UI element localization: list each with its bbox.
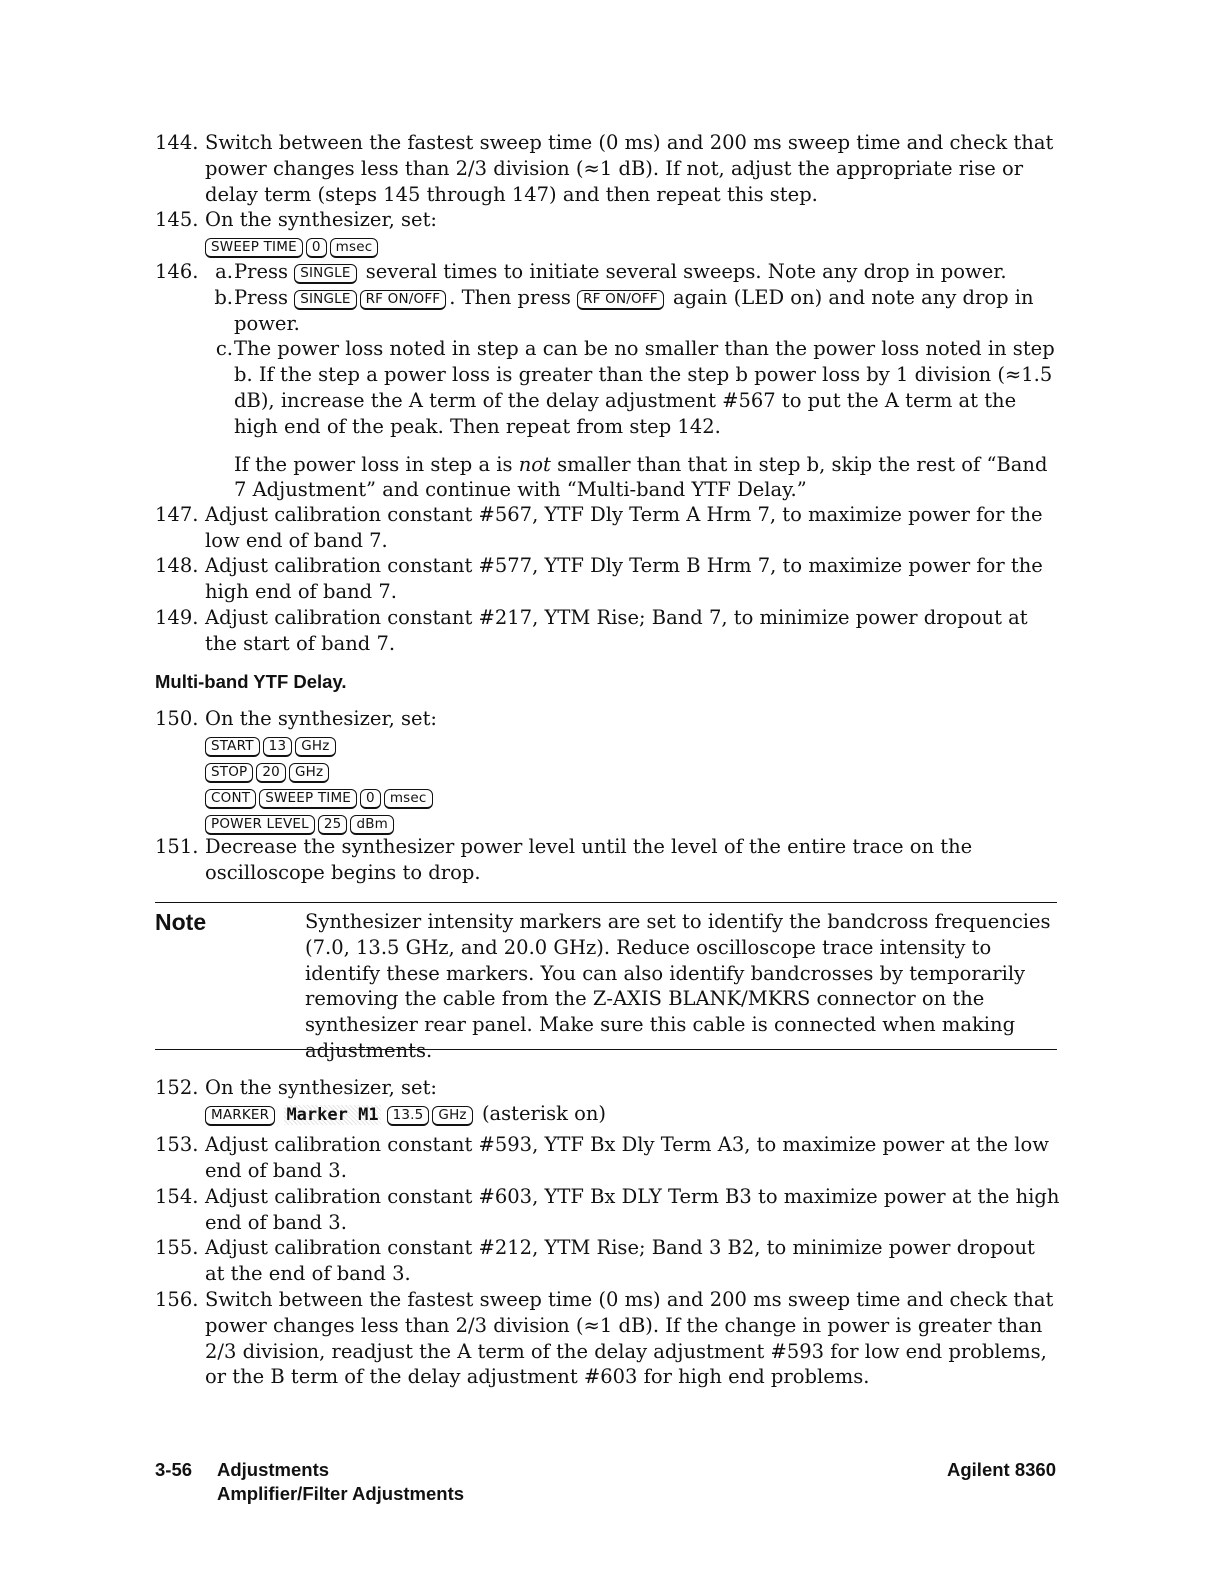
digits-key: 20 (256, 763, 286, 783)
step-text: (asterisk on) (481, 1101, 607, 1125)
step-text: On the synthesizer, set: (205, 208, 437, 231)
note-top-rule (155, 902, 1057, 903)
ghz-key: GHz (289, 763, 329, 783)
sweep-time-key: SWEEP TIME (205, 238, 303, 258)
stop-key: STOP (205, 763, 253, 783)
key-sequence (205, 758, 1060, 784)
ghz-key: GHz (295, 737, 335, 757)
substep-c (205, 336, 1060, 439)
substep-a (205, 259, 1060, 285)
msec-key: msec (330, 238, 379, 258)
note-bottom-rule (155, 1049, 1057, 1050)
substep-b (205, 285, 1060, 337)
step-148 (155, 553, 1060, 605)
marker-key: MARKER (205, 1106, 275, 1126)
power-level-key: POWER LEVEL (205, 815, 315, 835)
step-text: Adjust calibration constant #217, YTM Rise; Band 7, to minimize power dropout at the start of band 7. (205, 606, 1028, 655)
step-number: 145. (155, 208, 199, 231)
substep-text: again (LED on) and note any drop in power. (234, 285, 1034, 335)
footer-section: Adjustments (217, 1459, 330, 1480)
step-number: 147. (155, 503, 199, 526)
step-146 (155, 259, 1060, 503)
step-text: On the synthesizer, set: (205, 1076, 437, 1099)
step-153 (155, 1132, 1060, 1184)
step-text: Switch between the fastest sweep time (0 ms) and 200 ms sweep time and check that power changes less than 2/3 division (≈1 dB). If the change in power is greater than 2/3 division, readjust the A term of the delay adjustment #593 for low end problems, or the B term of the delay adjustment #603 for high end problems. (205, 1288, 1054, 1389)
start-key: START (205, 737, 260, 757)
step-number: 153. (155, 1133, 199, 1156)
substep-label: b. (214, 285, 233, 309)
step-151 (155, 834, 1060, 886)
step-155 (155, 1235, 1060, 1287)
footer-product: Agilent 8360 (947, 1459, 1056, 1480)
sweep-time-key: SWEEP TIME (259, 789, 357, 809)
step-147 (155, 502, 1060, 554)
key-sequence (205, 732, 1060, 758)
step-number: 148. (155, 554, 199, 577)
substep-label: c. (215, 337, 233, 361)
substep-text: several times to initiate several sweeps. Note any drop in power. (365, 260, 1007, 283)
emphasis-text: not (518, 452, 551, 476)
rf-on-off-key: RF ON/OFF (360, 290, 447, 310)
step-text: Adjust calibration constant #593, YTF Bx Dly Term A3, to maximize power at the low end of band 3. (205, 1133, 1049, 1182)
key-sequence (205, 810, 1060, 836)
paragraph-text: smaller than that in step b, skip the rest of “Band 7 Adjustment” and continue with “Multi-band YTF Delay.” (234, 452, 1048, 502)
paragraph-text: If the power loss in step a is (234, 452, 513, 476)
substep-paragraph (205, 452, 1060, 504)
rf-on-off-key: RF ON/OFF (577, 290, 664, 310)
step-number: 151. (155, 835, 199, 858)
key-sequence (205, 784, 1060, 810)
step-number: 152. (155, 1076, 199, 1099)
substep-text: The power loss noted in step a can be no smaller than the power loss noted in step b. If the step a power loss is greater than the step b power loss by 1 division (≈1.5 dB), increase the A term of the delay adjustment #567 to put the A term at the high end of the peak. Then repeat from step 142. (234, 337, 1055, 438)
substep-text: . Then press (449, 285, 571, 309)
digits-key: 25 (318, 815, 348, 835)
note-text: Synthesizer intensity markers are set to identify the bandcross frequencies (7.0, 13.5 GHz, and 20.0 GHz). Reduce oscilloscope trace intensity to identify these markers. You can also identify bandcrosses by temporarily removing the cable from the Z-AXIS BLANK/MKRS connector on the synthesizer rear panel. Make sure this cable is connected when making adjustments. (305, 910, 1051, 1062)
dbm-key: dBm (350, 815, 394, 835)
note-label: Note (155, 909, 207, 935)
digit-0-key: 0 (306, 238, 327, 258)
step-150 (155, 706, 1060, 836)
step-number: 149. (155, 606, 199, 629)
key-sequence (205, 1101, 1060, 1127)
footer-subsection: Amplifier/Filter Adjustments (217, 1483, 465, 1504)
digit-0-key: 0 (360, 789, 381, 809)
ghz-key: GHz (432, 1106, 472, 1126)
step-number: 150. (155, 707, 199, 730)
step-text: Adjust calibration constant #212, YTM Rise; Band 3 B2, to minimize power dropout at the end of band 3. (205, 1236, 1035, 1285)
single-key: SINGLE (294, 290, 356, 310)
section-heading: Multi-band YTF Delay. (155, 671, 347, 692)
single-key: SINGLE (294, 264, 356, 284)
step-144 (155, 130, 1060, 207)
cont-key: CONT (205, 789, 256, 809)
step-number: 154. (155, 1185, 199, 1208)
step-number: 146. (155, 260, 199, 283)
step-152 (155, 1075, 1060, 1127)
step-text: Adjust calibration constant #577, YTF Dly Term B Hrm 7, to maximize power for the high end of band 7. (205, 554, 1043, 603)
step-text: Adjust calibration constant #567, YTF Dly Term A Hrm 7, to maximize power for the low end of band 7. (205, 503, 1043, 552)
digits-key: 13 (263, 737, 293, 757)
msec-key: msec (384, 789, 433, 809)
step-text: Adjust calibration constant #603, YTF Bx DLY Term B3 to maximize power at the high end of band 3. (205, 1185, 1060, 1234)
step-145 (155, 207, 1060, 259)
step-number: 156. (155, 1288, 199, 1311)
step-text: On the synthesizer, set: (205, 707, 437, 730)
substep-label: a. (215, 260, 233, 283)
step-number: 155. (155, 1236, 199, 1259)
step-149 (155, 605, 1060, 657)
step-154 (155, 1184, 1060, 1236)
substep-text: Press (234, 260, 288, 283)
step-text: Switch between the fastest sweep time (0 ms) and 200 ms sweep time and check that power changes less than 2/3 division (≈1 dB). If not, adjust the appropriate rise or delay term (steps 145 through 147) and then repeat this step. (205, 131, 1054, 206)
step-text: Decrease the synthesizer power level until the level of the entire trace on the oscilloscope begins to drop. (205, 835, 973, 884)
step-156 (155, 1287, 1060, 1390)
digits-key: 13.5 (387, 1106, 430, 1126)
key-sequence (205, 233, 1060, 259)
footer-page-number: 3-56 (155, 1459, 193, 1480)
marker-m1-softkey: Marker M1 (286, 1104, 379, 1125)
substep-text: Press (234, 285, 288, 309)
step-number: 144. (155, 131, 199, 154)
